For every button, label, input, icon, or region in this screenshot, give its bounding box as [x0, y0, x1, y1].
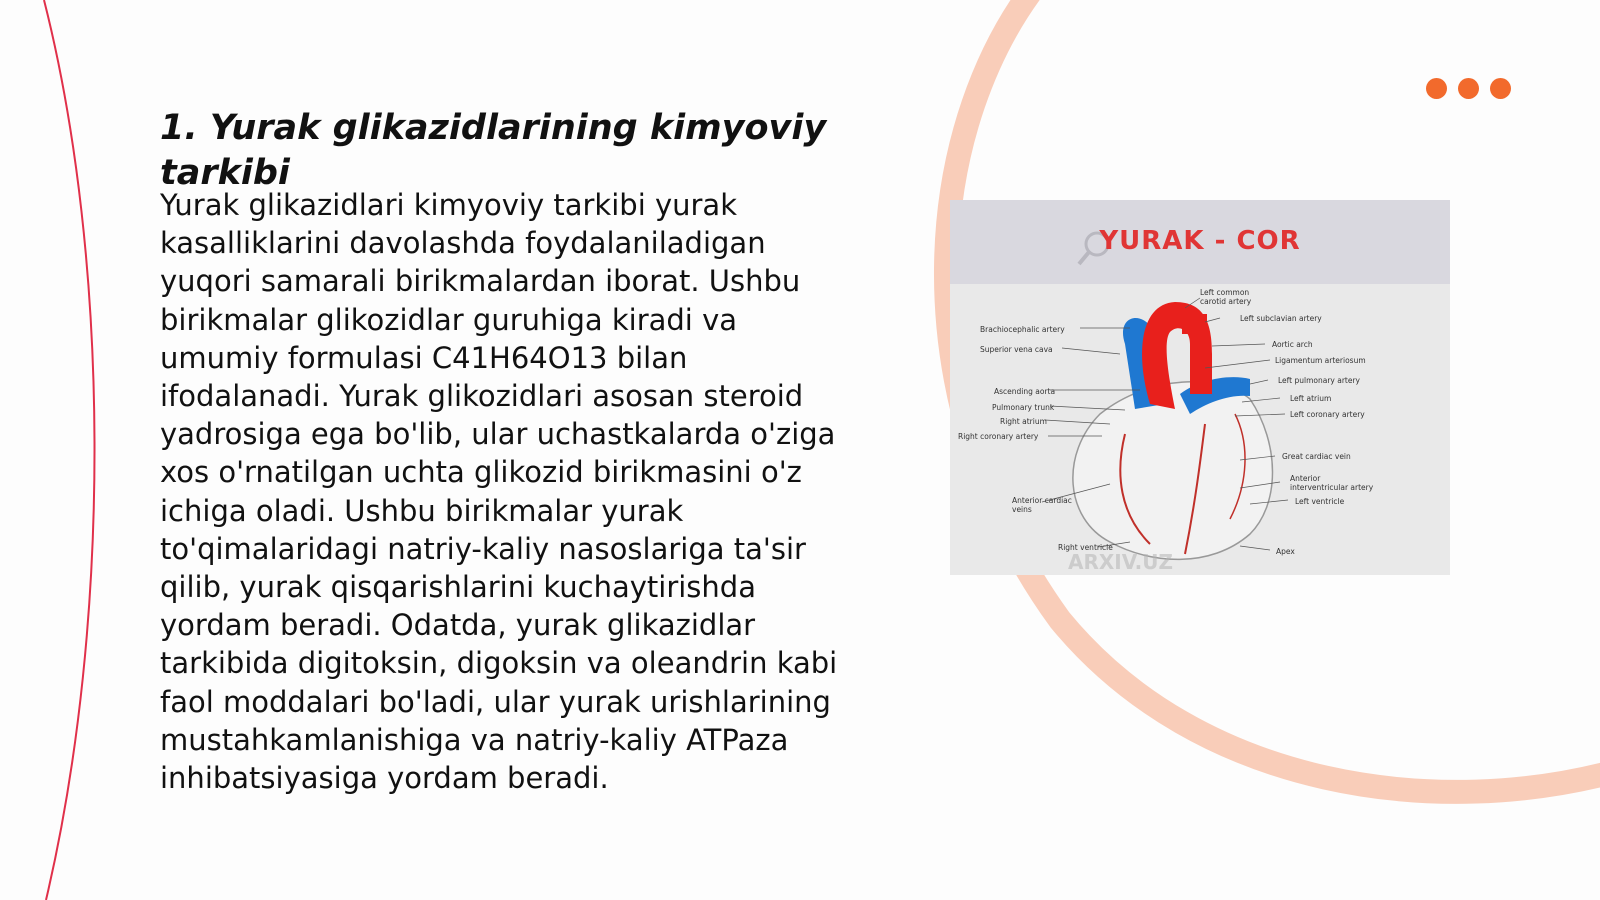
label-apex: Apex [1276, 547, 1295, 556]
label-left-pulmonary-artery: Left pulmonary artery [1278, 376, 1360, 385]
label-ligamentum-arteriosum: Ligamentum arteriosum [1275, 356, 1366, 365]
dot-icon [1426, 78, 1447, 99]
slide-body-text: Yurak glikazidlari kimyoviy tarkibi yurak kasalliklarini davolashda foydalaniladigan yuqori samarali birikmalardan iborat. Ushbu birikmalar glikozidlar guruhiga kiradi va umumiy formulasi C41H64O13 bilan ifodalanadi. Yurak glikozidlari asosan steroid yadrosiga ega bo'lib, ular uchastkalarda o'ziga xos o'rnatilgan uchta glikozid birikmasini o'z ichiga oladi. Ushbu birikmalar yurak to'qimalaridagi natriy-kaliy nasoslariga ta'sir qilib, yurak qisqarishlarini kuchaytirishda yordam beradi. Odatda, yurak glikazidlar tarkibida digitoksin, digoksin va oleandrin kabi faol moddalari bo'ladi, ular yurak urishlarining mustahkamlanishiga va natriy-kaliy ATPaza inhibatsiyasiga yordam beradi. [160, 188, 838, 796]
label-right-ventricle: Right ventricle [1058, 543, 1113, 552]
label-ascending-aorta: Ascending aorta [994, 387, 1056, 396]
left-curve-line [44, 0, 95, 900]
label-left-common-carotid: Left common carotid artery [1200, 288, 1252, 306]
label-pulmonary-trunk: Pulmonary trunk [992, 403, 1055, 412]
heart-diagram-image [950, 200, 1450, 575]
label-brachiocephalic-artery: Brachiocephalic artery [980, 325, 1065, 334]
label-left-atrium: Left atrium [1290, 394, 1332, 403]
label-left-subclavian-artery: Left subclavian artery [1240, 314, 1322, 323]
label-left-ventricle: Left ventricle [1295, 497, 1345, 506]
figure-title: YURAK - COR [1099, 226, 1301, 256]
watermark-text: ARXIV.UZ [1068, 550, 1173, 574]
label-aortic-arch: Aortic arch [1272, 340, 1313, 349]
label-superior-vena-cava: Superior vena cava [980, 345, 1053, 354]
label-right-atrium: Right atrium [1000, 417, 1047, 426]
label-left-coronary-artery: Left coronary artery [1290, 410, 1365, 419]
menu-dots [1426, 78, 1511, 99]
label-great-cardiac-vein: Great cardiac vein [1282, 452, 1351, 461]
label-right-coronary-artery: Right coronary artery [958, 432, 1039, 441]
label-anterior-interventricular-artery: Anterior interventricular artery [1290, 474, 1374, 492]
label-anterior-cardiac-veins: Anterior cardiac veins [1012, 496, 1072, 514]
slide-title: 1. Yurak glikazidlarining kimyoviy tarkibi [160, 108, 827, 193]
dot-icon [1458, 78, 1479, 99]
dot-icon [1490, 78, 1511, 99]
